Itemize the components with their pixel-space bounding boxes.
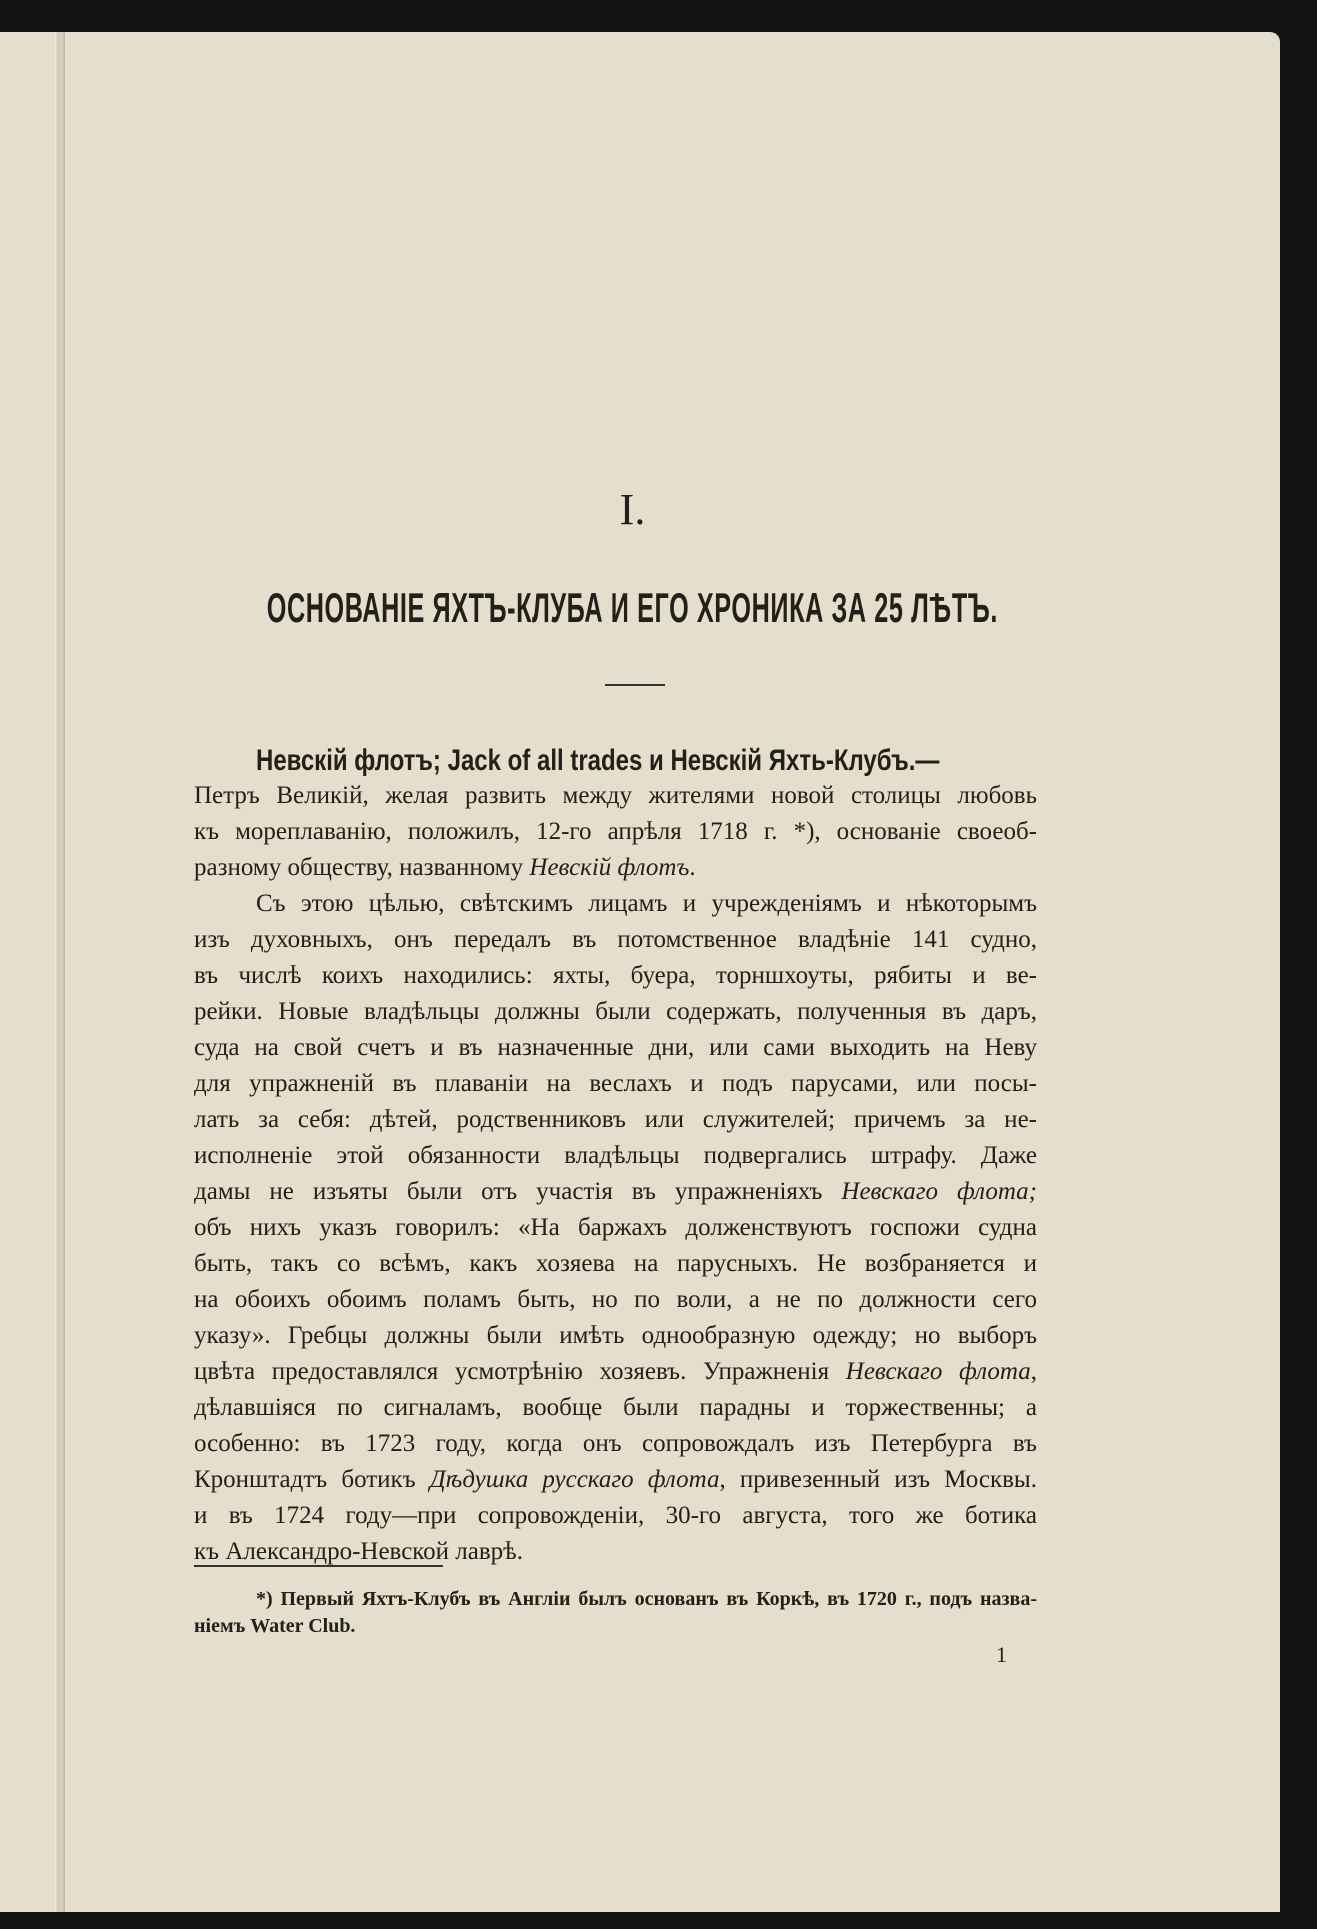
text-segment: особенно: въ 1723 году, когда онъ сопровождалъ изъ Петербурга въ (194, 1430, 1037, 1457)
text-segment: на обоихъ обоимъ поламъ быть, но по воли, а не по должности сего (194, 1286, 1037, 1313)
body-line (194, 958, 1037, 994)
body-line (194, 1282, 1037, 1318)
body-line (194, 994, 1037, 1030)
body-line (194, 1498, 1037, 1534)
text-segment: указу». Гребцы должны были имѣть однообразную одежду; но выборъ (194, 1322, 1037, 1349)
footnote-divider (194, 1565, 443, 1567)
body-line (194, 1318, 1037, 1354)
body-line (194, 1354, 1037, 1390)
body-line (194, 1138, 1037, 1174)
title-divider (605, 684, 665, 686)
text-segment: рейки. Новые владѣльцы должны были содержать, полученныя въ даръ, (194, 998, 1037, 1025)
italic-text: Дѣдушка русскаго флота (429, 1466, 720, 1493)
text-segment: . (689, 854, 696, 881)
body-line (194, 1066, 1037, 1102)
chapter-number: I. (619, 485, 646, 534)
text-segment: Съ этою цѣлью, свѣтскимъ лицамъ и учрежденіямъ и нѣкоторымъ (256, 890, 1037, 917)
text-segment: цвѣта предоставлялся усмотрѣнію хозяевъ. Упражненія (194, 1358, 846, 1385)
text-segment: и въ 1724 году—при сопровожденіи, 30-го августа, того же ботика (194, 1502, 1037, 1529)
body-line (194, 1246, 1037, 1282)
text-segment: суда на свой счетъ и въ назначенные дни, или сами выходить на Неву (194, 1034, 1037, 1061)
text-segment: Петръ Великій, желая развить между жителями новой столицы любовь (194, 782, 1037, 809)
body-line (194, 1174, 1037, 1210)
text-segment: къ мореплаванію, положилъ, 12-го апрѣля 1718 г. *), основаніе своеоб- (194, 818, 1037, 845)
text-segment: , привезенный изъ Москвы. (719, 1466, 1037, 1493)
body-line (194, 1102, 1037, 1138)
footnote-line: ніемъ Water Club. (194, 1615, 356, 1637)
body-line (194, 1210, 1037, 1246)
chapter-title: ОСНОВАНІЕ ЯХТЪ-КЛУБА И ЕГО ХРОНИКА ЗА 25 ЛѢТЪ. (266, 584, 999, 631)
text-segment: къ Александро-Невской лаврѣ. (194, 1538, 524, 1565)
text-segment: лать за себя: дѣтей, родственниковъ или служителей; причемъ за не- (194, 1106, 1037, 1133)
body-line (194, 814, 1037, 850)
footnote-line: *) Первый Яхтъ-Клубъ въ Англіи былъ основанъ въ Коркѣ, въ 1720 г., подъ назва- (256, 1588, 1037, 1610)
body-line (194, 1462, 1037, 1498)
body-line (194, 1030, 1037, 1066)
text-segment: объ нихъ указъ говорилъ: «На баржахъ долженствуютъ госпожи судна (194, 1214, 1037, 1241)
chapter-title-wrap (0, 584, 1265, 632)
body-line (194, 778, 1037, 814)
page-number: 1 (996, 1642, 1007, 1667)
text-segment: для упражненій въ плаваніи на веслахъ и подъ парусами, или посы- (194, 1070, 1037, 1097)
section-heading: Невскій флотъ; Jack of all trades и Невскій Яхть-Клубъ.— (256, 744, 940, 777)
text-segment: разному обществу, названному (194, 854, 530, 881)
body-line (194, 850, 1037, 886)
italic-text: Невскаго флота (845, 1358, 1031, 1385)
italic-text: Невскій флотъ (529, 854, 690, 881)
text-segment: дамы не изъяты были отъ участія въ упражненіяхъ (194, 1178, 842, 1205)
body-line (194, 1426, 1037, 1462)
body-line (194, 1390, 1037, 1426)
footnote (194, 1586, 1037, 1640)
body-line (194, 886, 1037, 922)
text-segment: въ числѣ коихъ находились: яхты, буера, торншхоуты, рябиты и ве- (194, 962, 1037, 989)
text-segment: изъ духовныхъ, онъ передалъ въ потомственное владѣніе 141 судно, (194, 926, 1037, 953)
italic-text: Невскаго флота; (841, 1178, 1037, 1205)
text-segment: исполненіе этой обязанности владѣльцы подвергались штрафу. Даже (194, 1142, 1037, 1169)
body-line (194, 922, 1037, 958)
body-text (194, 778, 1037, 1570)
page-gutter (55, 32, 65, 1912)
text-segment: дѣлавшіяся по сигналамъ, вообще были парадны и торжественны; а (194, 1394, 1037, 1421)
text-segment: Кронштадтъ ботикъ (194, 1466, 430, 1493)
text-segment: , (1030, 1358, 1037, 1385)
text-segment: быть, такъ со всѣмъ, какъ хозяева на парусныхъ. Не возбраняется и (194, 1250, 1037, 1277)
